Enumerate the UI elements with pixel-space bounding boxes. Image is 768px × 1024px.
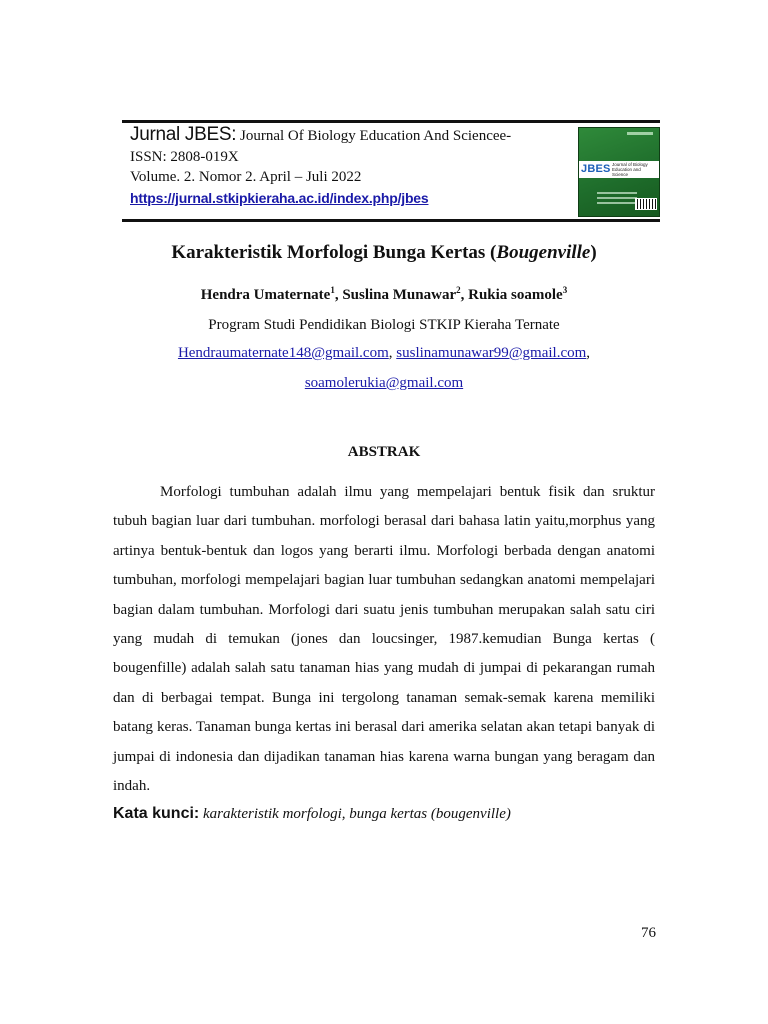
author-affiliation: Program Studi Pendidikan Biologi STKIP Kieraha Ternate	[208, 317, 560, 333]
keywords-label: Kata kunci:	[113, 805, 200, 822]
article-title: Karakteristik Morfologi Bunga Kertas (Bougenville)	[171, 242, 597, 263]
abstract-text: Morfologi tumbuhan adalah ilmu yang mempelajari bentuk fisik dan sruktur tubuh bagian luar dari tumbuhan. morfologi berasal dari bahasa latin yaitu,morphus yang artinya bentuk-bentuk dan logos yang berarti ilmu. Morfologi berbada dengan anatomi tumbuhan, morfologi mempelajari bagian luar tumbuhan sedangkan anatomi mempelajari bagian dalam tumbuhan. Morfologi dari suatu jenis tumbuhan merupakan salah satu ciri yang mudah di temukan (jones dan loucsinger, 1987.kemudian Bunga kertas ( bougenfille) adalah salah satu tanaman hias yang mudah di jumpai di pekarangan rumah dan di berbagai tempat. Bunga ini tergolong tanaman semak-semak karena memiliki batang keras. Tanaman bunga kertas ini berasal dari amerika selatan akan tetapi banyak di jumpai di indonesia dan dijadikan tanaman hias karena warna bungan yang beragam dan indah.	[113, 484, 655, 795]
journal-issn: ISSN: 2808-019X	[130, 149, 239, 165]
author-name: Rukia soamole	[468, 287, 563, 303]
journal-header	[130, 124, 570, 209]
email-link[interactable]: Hendraumaternate148@gmail.com	[177, 345, 389, 361]
journal-cover-image	[578, 127, 660, 217]
header-rule-bottom	[122, 219, 660, 222]
journal-full-name: Journal Of Biology Education And Sciencee-	[236, 128, 512, 144]
cover-decoration	[597, 192, 637, 207]
cover-top-bar	[627, 132, 653, 135]
article-title-italic: Bougenville	[496, 242, 591, 263]
keywords	[113, 803, 673, 825]
cover-logo: JBES	[581, 163, 611, 175]
author-emails: Hendraumaternate148@gmail.com, suslinamunawar99@gmail.com,	[177, 345, 591, 361]
journal-url-link[interactable]: https://jurnal.stkipkieraha.ac.id/index.php/jbes	[130, 190, 429, 206]
author-emails-line2	[0, 372, 768, 394]
author-affiliation-mark: 3	[562, 285, 568, 295]
journal-name: Jurnal JBES:	[130, 124, 237, 145]
keywords-text: karakteristik morfologi, bunga kertas (bougenville)	[199, 806, 511, 822]
author-name: Hendra Umaternate	[200, 287, 331, 303]
header-rule-top	[122, 120, 660, 123]
author-name: Suslina Munawar	[342, 287, 457, 303]
author-affiliation-mark: 1	[330, 285, 335, 295]
author-list: Hendra Umaternate$^1$, Suslina Munawar$^2$, Rukia soamole$^3$	[200, 285, 568, 303]
cover-subtitle: Journal of Biology Education and Science	[612, 162, 648, 177]
barcode-icon	[635, 198, 657, 210]
email-link[interactable]: suslinamunawar99@gmail.com	[396, 345, 587, 361]
email-link[interactable]: soamolerukia@gmail.com	[304, 375, 464, 391]
author-affiliation-mark: 2	[456, 285, 461, 295]
journal-title-line	[130, 124, 570, 147]
abstract-heading: ABSTRAK	[347, 444, 421, 460]
journal-volume: Volume. 2. Nomor 2. April – Juli 2022	[130, 169, 362, 185]
page-number: 76	[641, 925, 656, 941]
